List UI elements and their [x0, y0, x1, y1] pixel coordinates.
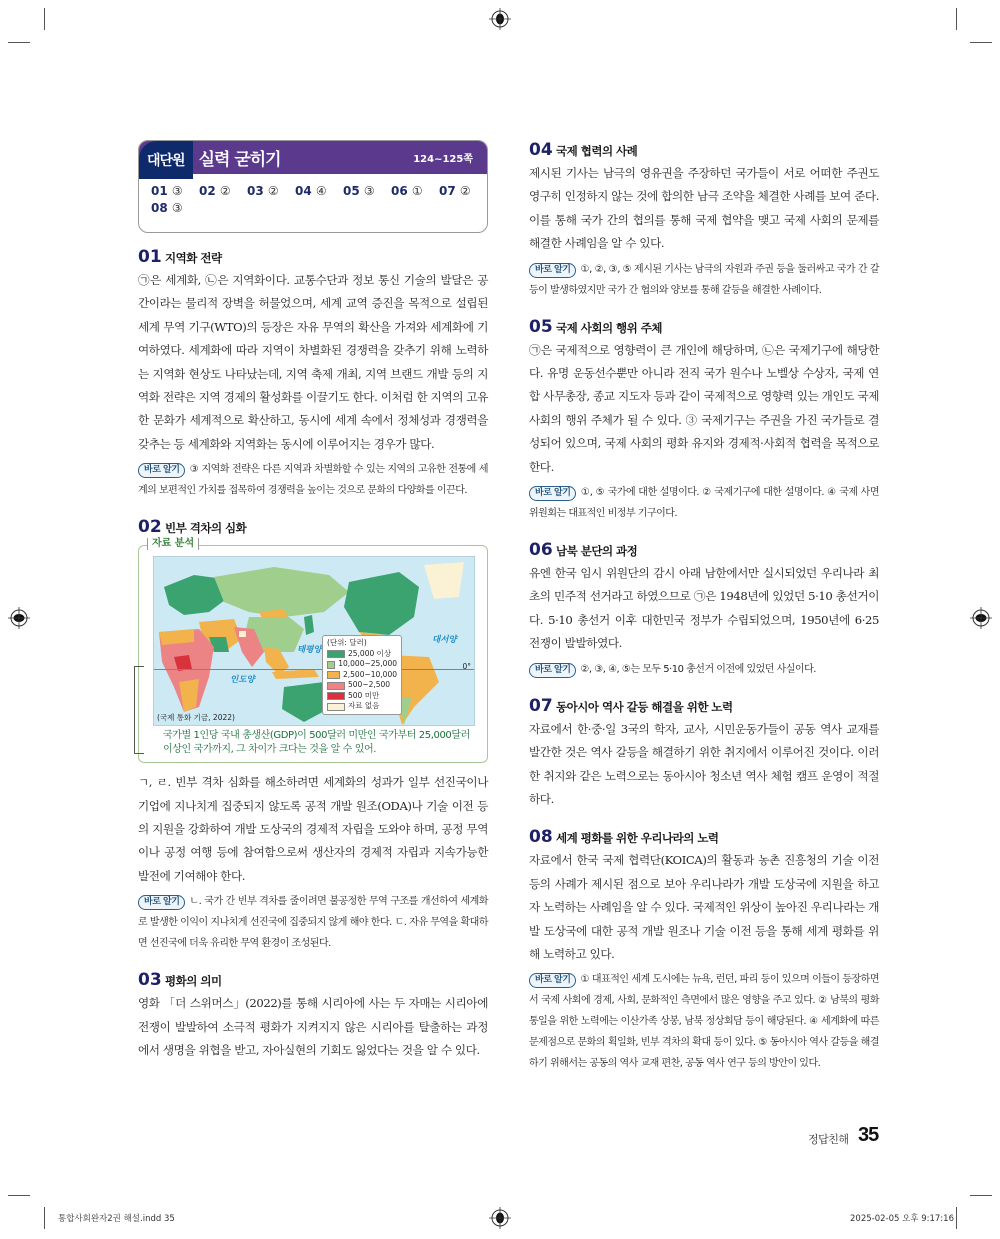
map-legend	[322, 635, 402, 715]
answer-item: 07 ②	[439, 184, 471, 198]
tip-badge: 바로 알기	[529, 263, 576, 278]
section-02	[138, 517, 488, 954]
tip-paragraph: 바로 알기 ㄴ. 국가 간 빈부 격차를 줄이려면 불공정한 무역 구조를 개선하여 세계화로 발생한 이익이 지나치게 선진국에 집중되지 않게 해야 한다. ㄷ. 자유 무역을 확대하면 선진국에 더욱 유리한 무역 환경이 조성된다.	[138, 896, 488, 950]
ocean-label-indian: 인도양	[230, 675, 255, 686]
section-title: 남북 분단의 과정	[556, 544, 638, 559]
slug-filename: 통합사회완자2권 해설.indd 35	[58, 1214, 175, 1224]
crop-mark	[8, 42, 30, 43]
section-07	[529, 696, 879, 812]
section-01	[138, 247, 488, 501]
legend-item: 2,500~10,000	[327, 670, 397, 681]
world-map-graphic	[154, 557, 475, 726]
ocean-label-atlantic: 대서양	[432, 635, 457, 646]
section-body: 제시된 기사는 남극의 영유권을 주장하던 국가들이 서로 어떠한 주권도 영구히 인정하지 않는 것에 합의한 남극 조약을 체결한 사례를 보여 준다. 이를 통해 국가 간의 협의를 통해 국제 협약을 맺고 국제 사회의 문제를 해결한 사례임을 알 수 있다.	[529, 166, 879, 251]
section-body: ㉠은 국제적으로 영향력이 큰 개인에 해당하며, ㉡은 국제기구에 해당한다. 유명 운동선수뿐만 아니라 전직 국가 원수나 노벨상 수상자, 국제 연합 사무총장, 종교 지도자 등과 같이 국제적으로 영향력 있는 개인도 국제 사회의 행위 주체가 될 수 있다. ③ 국제기구는 주권을 가진 국가들로 결성되어 있으며, 국제 사회의 평화 유지와 경제적·사회적 협력을 목적으로 한다.	[529, 342, 879, 474]
map-caption: 국가별 1인당 국내 총생산(GDP)이 500달러 미만인 국가부터 25,000달러 이상인 국가까지, 그 차이가 크다는 것을 알 수 있어.	[163, 730, 470, 755]
answer-item: 04 ④	[295, 184, 327, 198]
section-title: 평화의 의미	[165, 974, 222, 989]
registration-mark-icon	[970, 607, 992, 629]
section-04	[529, 140, 879, 301]
section-title: 동아시아 역사 갈등 해결을 위한 노력	[556, 699, 733, 714]
equator-line	[154, 669, 475, 670]
section-number: 07	[529, 695, 553, 716]
section-06	[529, 540, 879, 680]
crop-mark	[44, 8, 45, 30]
tip-badge: 바로 알기	[529, 973, 576, 988]
crop-mark	[970, 1195, 992, 1196]
section-number: 02	[138, 517, 162, 538]
tip-paragraph: 바로 알기 ②, ③, ④, ⑤는 모두 5·10 총선거 이전에 있었던 사실이다.	[529, 659, 879, 680]
tip-paragraph: 바로 알기 ①, ②, ③, ⑤ 제시된 기사는 남극의 자원과 주권 등을 둘러싸고 국가 간 갈등이 발생하였지만 국가 간 협의와 양보를 통해 갈등을 해결한 사례이다.	[529, 263, 879, 296]
tip-paragraph: 바로 알기 ③ 지역화 전략은 다른 지역과 차별화할 수 있는 지역의 고유한 전통에 세계의 보편적인 가치를 접목하여 경쟁력을 높이는 것으로 문화의 다양화를 이끈다.	[138, 464, 488, 497]
crop-mark	[970, 42, 992, 43]
tip-badge: 바로 알기	[138, 463, 185, 478]
analysis-label: 자료 분석	[147, 538, 199, 550]
section-number: 08	[529, 827, 553, 848]
answer-banner	[138, 140, 488, 233]
section-title: 빈부 격차의 심화	[165, 521, 247, 536]
tip-badge: 바로 알기	[529, 663, 576, 678]
crop-mark	[956, 8, 957, 30]
registration-mark-icon	[489, 1207, 511, 1229]
tip-paragraph: 바로 알기 ①, ⑤ 국가에 대한 설명이다. ② 국제기구에 대한 설명이다. ④ 국제 사면 위원회는 대표적인 비정부 기구이다.	[529, 487, 879, 520]
section-body: 자료에서 한국 국제 협력단(KOICA)의 활동과 농촌 진흥청의 기술 이전 등의 사례가 제시된 점으로 보아 우리나라가 개발 도상국에 지원을 하고자 노력하는 사례임을 알 수 있다. 국제적인 위상이 높아진 우리나라는 개발 도상국에 대한 공적 개발 원조나 기술 이전 등을 통해 세계 평화를 위해 노력하고 있다.	[529, 853, 879, 961]
data-analysis-box	[138, 538, 488, 763]
answer-list	[139, 174, 487, 215]
answer-item: 08 ③	[151, 201, 183, 215]
map-source: (국제 통화 기금, 2022)	[157, 713, 235, 723]
registration-mark-icon	[489, 8, 511, 30]
equator-label: 0°	[462, 662, 471, 672]
answer-item: 03 ②	[247, 184, 279, 198]
slug-timestamp: 2025-02-05 오후 9:17:16	[850, 1214, 954, 1224]
answer-item: 02 ②	[199, 184, 231, 198]
crop-mark	[8, 1195, 30, 1196]
answer-item: 01 ③	[151, 184, 183, 198]
ocean-label-pacific: 태평양	[297, 645, 322, 656]
page-range: 124~125쪽	[413, 154, 473, 165]
section-body: 영화 「더 스위머스」(2022)를 통해 시리아에 사는 두 자매는 시리아에 전쟁이 발발하여 소극적 평화가 지켜지지 않은 시리아를 탈출하는 과정에서 생명을 위협을 받고, 자아실현의 기회도 잃었다는 것을 알 수 있다.	[138, 996, 488, 1058]
crop-mark	[44, 1207, 45, 1229]
caption-bracket	[134, 666, 144, 754]
banner-title: 실력 굳히기	[198, 150, 281, 170]
section-03	[138, 970, 488, 1062]
section-body: ㉠은 세계화, ㉡은 지역화이다. 교통수단과 정보 통신 기술의 발달은 공간이라는 물리적 장벽을 허물었으며, 세계 교역 증진을 목적으로 설립된 세계 무역 기구(WTO)의 등장은 자유 무역의 확산을 가져와 세계화에 기여하였다. 세계화에 따라 지역이 차별화된 경쟁력을 갖추기 위해 노력하는 지역화 현상도 나타났는데, 지역 축제 개최, 지역 브랜드 개발 등의 지역화 전략은 지역 경제의 활성화를 이끌기도 한다. 이처럼 한 지역의 고유한 문화가 세계적으로 확산하고, 동시에 세계 속에서 정체성과 경쟁력을 갖추는 등 세계화와 지역화는 동시에 이루어지는 경우가 많다.	[138, 273, 488, 451]
crop-mark	[956, 1207, 957, 1229]
page-number: 35	[858, 1124, 879, 1146]
section-body: 유엔 한국 임시 위원단의 감시 아래 남한에서만 실시되었던 우리나라 최초의 민주적 선거라고 하였으므로 ㉠은 1948년에 있었던 5·10 총선거이다. 5·10 총선거 이후 대한민국 정부가 수립되었으며, 1950년에 6·25 전쟁이 발발하였다.	[529, 566, 879, 651]
registration-mark-icon	[8, 607, 30, 629]
section-title: 세계 평화를 위한 우리나라의 노력	[556, 831, 719, 846]
legend-item: 500 미만	[327, 691, 397, 702]
section-number: 04	[529, 140, 553, 160]
right-column	[529, 140, 879, 1090]
legend-item: 500~2,500	[327, 680, 397, 691]
tip-paragraph: 바로 알기 ① 대표적인 세계 도시에는 뉴욕, 런던, 파리 등이 있으며 이들이 등장하면서 국제 사회에 경제, 사회, 문화적인 측면에서 많은 영향을 주고 있다. ② 남북의 평화 통일을 위한 노력에는 이산가족 상봉, 남북 정상회담 등이 해당된다. ④ 세계화에 따른 문제점으로 문화의 획일화, 빈부 격차의 확대 등이 있다. ⑤ 동아시아 역사 갈등을 해결하기 위해서는 공동의 역사 교재 편찬, 공동 역사 연구 등의 방안이 있다.	[529, 974, 879, 1070]
section-number: 03	[138, 970, 162, 991]
section-number: 06	[529, 540, 553, 561]
section-body: 자료에서 한·중·일 3국의 학자, 교사, 시민운동가들이 공동 역사 교재를 발간한 것은 역사 갈등을 해결하기 위한 취지에서 이루어진 것이다. 이러한 취지와 같은 노력으로는 동아시아 청소년 역사 체험 캠프 운영이 적절하다.	[529, 721, 879, 806]
section-title: 국제 사회의 행위 주체	[556, 320, 662, 335]
section-number: 05	[529, 316, 553, 337]
answer-item: 05 ③	[343, 184, 375, 198]
footer-label: 정답친해	[808, 1133, 849, 1146]
section-title: 국제 협력의 사례	[556, 144, 638, 158]
section-number: 01	[138, 247, 162, 267]
tip-badge: 바로 알기	[138, 895, 185, 910]
answer-item: 06 ①	[391, 184, 423, 198]
legend-item: 자료 없음	[327, 701, 397, 712]
section-08	[529, 827, 879, 1074]
section-title: 지역화 전략	[165, 251, 222, 265]
tip-badge: 바로 알기	[529, 486, 576, 501]
legend-unit: (단위: 달러)	[327, 638, 367, 648]
world-gdp-map	[153, 556, 475, 726]
section-body: ㄱ, ㄹ. 빈부 격차 심화를 해소하려면 세계화의 성과가 일부 선진국이나 기업에 지나치게 집중되지 않도록 공적 개발 원조(ODA)나 기술 이전 등의 지원을 강화하여 개발 도상국의 경제적 자립을 도와야 하며, 공정 무역이나 공정 여행 등에 참여함으로써 생산자의 경제적 자립과 지속가능한 발전에 기여해야 한다.	[138, 775, 488, 883]
unit-badge: 대단원	[139, 141, 193, 179]
banner-header	[139, 141, 487, 174]
legend-item: 25,000 이상	[327, 649, 397, 660]
legend-item: 10,000~25,000	[327, 659, 397, 670]
left-column	[138, 140, 488, 1079]
section-05	[529, 317, 879, 524]
